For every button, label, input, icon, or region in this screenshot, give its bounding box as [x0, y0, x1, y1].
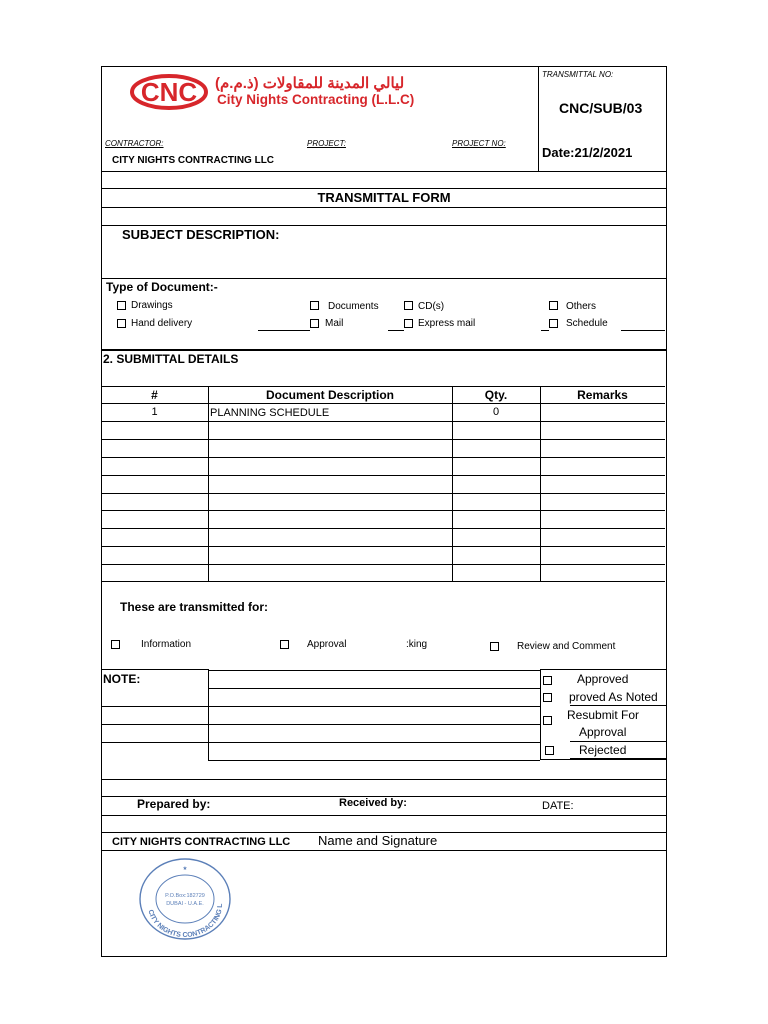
transmitted-heading: These are transmitted for:: [120, 600, 269, 614]
approval-label: Approval: [307, 639, 347, 650]
cds-checkbox[interactable]: [404, 301, 413, 310]
rule: [101, 349, 667, 351]
company-name-arabic: ليالي المدينة للمقاولات (ذ.م.م): [215, 75, 405, 92]
blank-line: [258, 330, 310, 331]
review-comment-checkbox[interactable]: [490, 642, 499, 651]
resubmit-approval-label: Approval: [579, 725, 627, 739]
mail-label: Mail: [325, 318, 344, 329]
schedule-checkbox[interactable]: [549, 319, 558, 328]
status-rule: [570, 705, 667, 706]
hand-delivery-label: Hand delivery: [131, 318, 193, 329]
table-row-qty: 0: [492, 406, 500, 418]
note-label: NOTE:: [103, 672, 141, 686]
blank-line: [621, 330, 665, 331]
resubmit-label: Resubmit For: [567, 708, 640, 722]
company-stamp: [138, 857, 232, 941]
date-label: DATE:: [542, 800, 574, 812]
table-row-number: 1: [151, 406, 158, 418]
stamp-ring-text: CITY NIGHTS CONTRACTING L: [146, 903, 225, 940]
documents-label: Documents: [328, 301, 379, 312]
project-no-label: PROJECT NO:: [452, 139, 506, 148]
mail-checkbox[interactable]: [310, 319, 319, 328]
status-rule: [570, 741, 667, 742]
rule: [101, 171, 667, 172]
note-line: [208, 670, 540, 671]
transmittal-no: CNC/SUB/03: [559, 100, 643, 116]
company-name-english: City Nights Contracting (L.L.C): [217, 92, 415, 107]
others-label: Others: [566, 301, 597, 312]
drawings-checkbox[interactable]: [117, 301, 126, 310]
rule: [101, 669, 209, 670]
documents-checkbox[interactable]: [310, 301, 319, 310]
col-header-description: Document Description: [265, 388, 394, 402]
rejected-checkbox[interactable]: [545, 746, 554, 755]
doc-type-label: Type of Document:-: [106, 280, 218, 294]
drawings-label: Drawings: [131, 300, 173, 311]
logo-mark-icon: [130, 74, 208, 110]
prepared-by-label: Prepared by:: [137, 797, 211, 811]
schedule-label: Schedule: [566, 318, 608, 329]
col-header-remarks: Remarks: [577, 388, 628, 402]
note-line: [101, 724, 540, 725]
transmittal-no-label: TRANSMITTAL NO:: [542, 70, 614, 79]
others-checkbox[interactable]: [549, 301, 558, 310]
rule: [101, 188, 667, 189]
subject-label: SUBJECT DESCRIPTION:: [122, 227, 280, 242]
rule: [101, 850, 667, 851]
submittal-heading: 2. SUBMITTAL DETAILS: [103, 352, 239, 366]
information-label: Information: [141, 639, 192, 650]
rule: [101, 815, 667, 816]
approved-as-noted-checkbox[interactable]: [543, 693, 552, 702]
resubmit-checkbox[interactable]: [543, 716, 552, 725]
svg-text:★: ★: [182, 866, 188, 872]
approved-as-noted-label: proved As Noted: [569, 690, 658, 704]
rule: [101, 207, 667, 208]
submittal-table: [101, 386, 667, 582]
approved-label: Approved: [577, 672, 629, 686]
contractor-name: CITY NIGHTS CONTRACTING LLC: [112, 155, 275, 166]
note-line: [208, 760, 540, 761]
rejected-label: Rejected: [579, 743, 627, 757]
stamp-po-box: P.O.Box:182729: [165, 893, 205, 899]
review-comment-label: Review and Comment: [517, 641, 616, 652]
approved-checkbox[interactable]: [543, 676, 552, 685]
stamp-seal-icon: [138, 857, 232, 941]
note-line: [101, 742, 540, 743]
header-date: Date:21/2/2021: [542, 145, 633, 160]
col-header-number: #: [151, 388, 158, 402]
blank-line: [388, 330, 404, 331]
rule: [101, 278, 667, 279]
checking-label: :king: [406, 639, 428, 650]
cds-label: CD(s): [418, 301, 445, 312]
note-line: [208, 688, 540, 689]
contractor-label: CONTRACTOR:: [105, 139, 164, 148]
header-divider: [538, 66, 539, 171]
col-header-qty: Qty.: [484, 388, 508, 402]
note-divider: [208, 669, 209, 760]
project-label: PROJECT:: [307, 139, 346, 148]
blank-line: [541, 330, 549, 331]
rule: [101, 779, 667, 780]
express-mail-label: Express mail: [418, 318, 476, 329]
information-checkbox[interactable]: [111, 640, 120, 649]
received-by-label: Received by:: [339, 797, 407, 809]
status-rule: [570, 758, 667, 759]
name-signature-label: Name and Signature: [318, 833, 438, 848]
company-logo: [130, 74, 208, 110]
approval-checkbox[interactable]: [280, 640, 289, 649]
rule: [101, 225, 667, 226]
hand-delivery-checkbox[interactable]: [117, 319, 126, 328]
form-title: TRANSMITTAL FORM: [317, 190, 451, 205]
table-row-description: PLANNING SCHEDULE: [210, 407, 330, 419]
note-line: [101, 706, 540, 707]
svg-text:CNC: CNC: [140, 77, 198, 107]
stamp-city: DUBAI - U.A.E.: [166, 901, 204, 907]
express-mail-checkbox[interactable]: [404, 319, 413, 328]
footer-company: CITY NIGHTS CONTRACTING LLC: [112, 836, 291, 848]
